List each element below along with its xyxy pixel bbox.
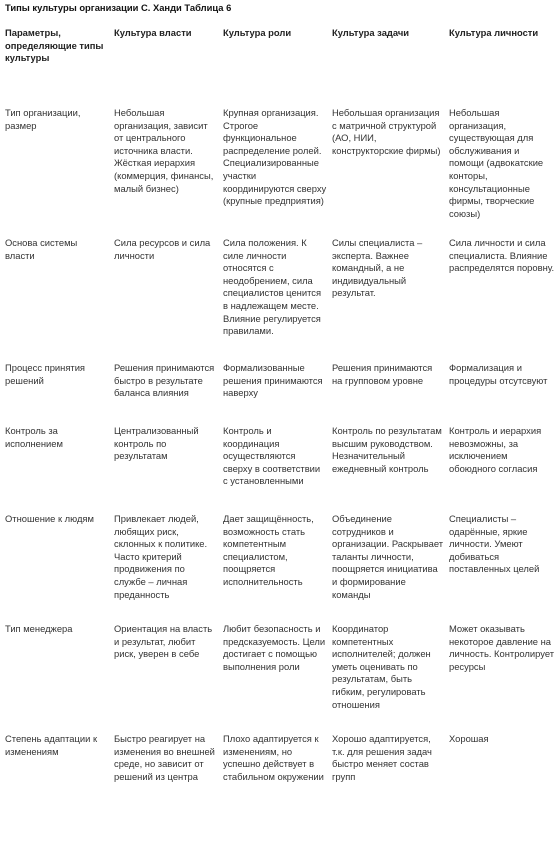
cell-power: Централизованный контроль по результатам [114,425,199,462]
row-parameter: Процесс принятия решений [5,362,86,386]
table-row [0,359,556,422]
cell-person: Хорошая [449,733,489,744]
cell-power: Сила ресурсов и сила личности [114,237,211,261]
table-row [0,620,556,730]
cell-task: Решения принимаются на групповом уровне [332,362,433,386]
cell-task: Небольшая организация с матричной структурой (АО, НИИ, конструкторские фирмы) [332,107,441,156]
cell-role: Формализованные решения принимаются наверху [223,362,323,399]
cell-role: Контроль и координация осуществляются сверху в соответствии с установленными [223,425,321,487]
table-row [0,234,556,359]
row-parameter: Основа системы власти [5,237,78,261]
header-person-culture: Культура личности [449,27,539,38]
cell-role: Плохо адаптируется к изменениям, но успешно действует в стабильном окружении [223,733,324,782]
cell-power: Решения принимаются быстро в результате баланса влияния [114,362,215,399]
document-title: Типы культуры организации С. Ханди Таблица 6 [5,2,232,13]
cell-role: Сила положения. К силе личности относятся с неодобрением, сила специалистов ценится в надлежащем месте. Влияние регулируется правилами. [223,237,322,337]
header-power-culture: Культура власти [114,27,192,38]
header-task-culture: Культура задачи [332,27,410,38]
table-header-row [0,24,556,104]
cell-person: Формализация и процедуры отсутсвуют [449,362,548,386]
cell-person: Небольшая организация, существующая для обслуживания и помощи (адвокатские конторы, консультационные фирмы, творческие союзы) [449,107,544,219]
cell-task: Силы специалиста – эксперта. Важнее командный, а не индивидуальный результат. [332,237,423,299]
table-row [0,422,556,510]
cell-role: Дает защищённость, возможность стать компетентным специалистом, поощряется исполнительность [223,513,314,587]
culture-types-table [0,24,556,820]
cell-task: Координатор компетентных исполнителей; должен уметь оценивать по результатам, быть гибким, регулировать отношения [332,623,431,710]
cell-power: Небольшая организация, зависит от центрального источника власти. Жёсткая иерархия (коммерция, финансы, малый бизнес) [114,107,214,194]
cell-role: Любит безопасность и предсказуемость. Цели достигает с помощью выполнения роли [223,623,326,672]
header-role-culture: Культура роли [223,27,292,38]
cell-task: Контроль по результатам высшим руководством. Незначительный ежедневный контроль [332,425,442,474]
cell-role: Крупная организация. Строгое функциональное распределение ролей. Специализированные участки координируются сверху (крупные предприятия) [223,107,327,207]
row-parameter: Отношение к людям [5,513,94,524]
row-parameter: Тип менеджера [5,623,73,634]
cell-power: Ориентация на власть и результат, любит риск, уверен в себе [114,623,213,660]
row-parameter: Степень адаптации к изменениям [5,733,98,757]
cell-person: Сила личности и сила специалиста. Влияние распределятся поровну. [449,237,555,274]
table-row [0,510,556,620]
cell-power: Привлекает людей, любящих риск, склонных к политике. Часто критерий продвижения по службе – личная преданность [114,513,208,600]
table-row [0,104,556,234]
cell-power: Быстро реагирует на изменения во внешней среде, но зависит от решений из центра [114,733,215,782]
cell-person: Специалисты – одарённые, яркие личности. Умеют добиваться поставленных целей [449,513,540,575]
row-parameter: Тип организации, размер [5,107,81,131]
cell-task: Хорошо адаптируется, т.к. для решения задач быстро меняет состав групп [332,733,432,782]
cell-person: Контроль и иерархия невозможны, за исключением обоюдного согласия [449,425,542,474]
cell-person: Может оказывать некоторое давление на личность. Контролирует ресурсы [449,623,555,672]
cell-task: Объединение сотрудников и организации. Раскрывает таланты личности, поощряется инициатива и формирование команды [332,513,444,600]
table-row [0,730,556,820]
row-parameter: Контроль за исполнением [5,425,63,449]
header-parameters: Параметры, определяющие типы культуры [5,27,104,64]
